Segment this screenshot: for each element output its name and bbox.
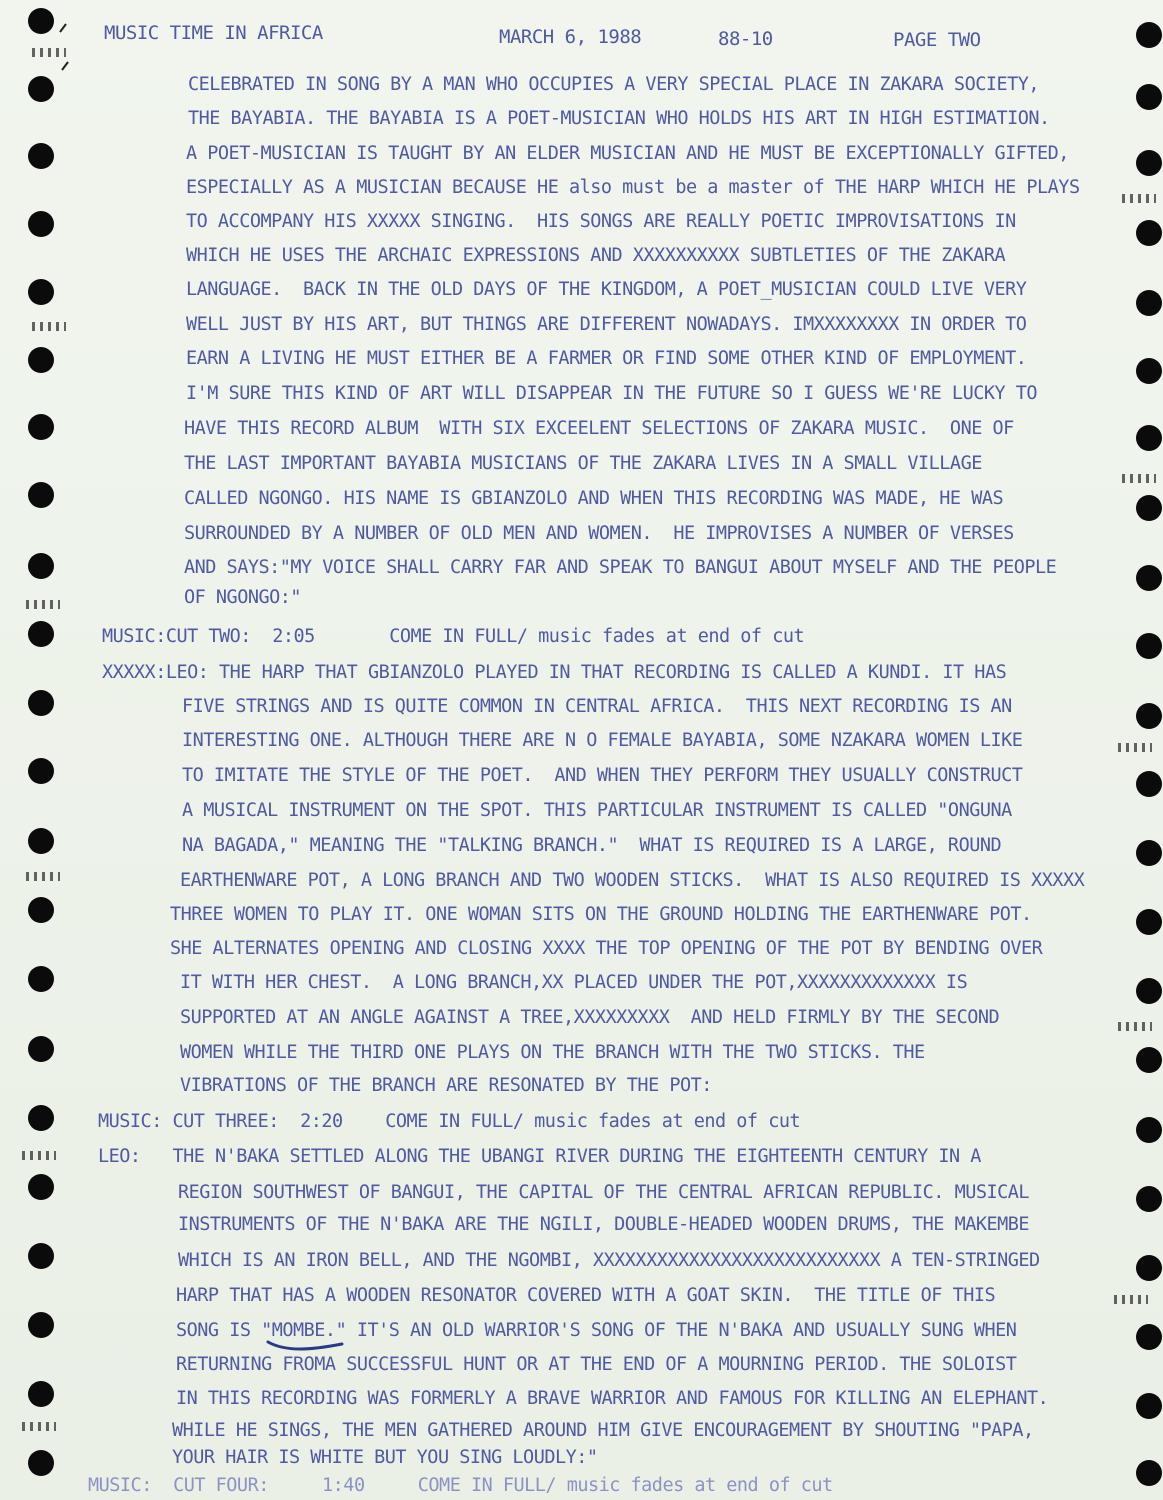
feed-hole xyxy=(28,621,54,647)
cue-line: MUSIC:CUT TWO: 2:05 COME IN FULL/ music fades at end of cut xyxy=(102,626,805,647)
header-number: 88-10 xyxy=(718,28,773,50)
feed-hole xyxy=(1136,220,1162,246)
feed-hole xyxy=(28,1450,54,1476)
feed-hole xyxy=(28,143,54,169)
feed-hole xyxy=(28,1312,54,1338)
feed-hole xyxy=(1136,703,1162,729)
body-line: ESPECIALLY AS A MUSICIAN BECAUSE HE also must be a master of THE HARP WHICH HE PLAYS xyxy=(186,177,1080,198)
speaker-line: LEO: THE N'BAKA SETTLED ALONG THE UBANGI RIVER DURING THE EIGHTEENTH CENTURY IN A xyxy=(98,1146,981,1167)
pen-underline xyxy=(266,1336,346,1354)
header-program: MUSIC TIME IN AFRICA xyxy=(104,22,323,44)
body-line: EARTHENWARE POT, A LONG BRANCH AND TWO WOODEN STICKS. WHAT IS ALSO REQUIRED IS XXXXX xyxy=(180,870,1085,891)
feed-hole xyxy=(1136,909,1162,935)
perforation-mark xyxy=(1122,474,1156,483)
perforation-mark xyxy=(1118,1022,1152,1031)
feed-hole xyxy=(1136,1047,1162,1073)
feed-hole xyxy=(28,553,54,579)
feed-hole xyxy=(1136,1460,1162,1486)
body-line: FIVE STRINGS AND IS QUITE COMMON IN CENTRAL AFRICA. THIS NEXT RECORDING IS AN xyxy=(182,696,1012,717)
speaker-line: XXXXX:LEO: THE HARP THAT GBIANZOLO PLAYED IN THAT RECORDING IS CALLED A KUNDI. IT HAS xyxy=(102,662,1007,683)
body-line: IN THIS RECORDING WAS FORMERLY A BRAVE WARRIOR AND FAMOUS FOR KILLING AN ELEPHANT. xyxy=(176,1388,1049,1409)
feed-hole xyxy=(28,347,54,373)
cue-line: MUSIC: CUT FOUR: 1:40 COME IN FULL/ music fades at end of cut xyxy=(88,1475,833,1496)
perforation-mark xyxy=(22,1151,56,1160)
feed-hole xyxy=(1136,495,1162,521)
body-line: A MUSICAL INSTRUMENT ON THE SPOT. THIS PARTICULAR INSTRUMENT IS CALLED "ONGUNA xyxy=(182,800,1012,821)
body-line: LANGUAGE. BACK IN THE OLD DAYS OF THE KINGDOM, A POET_MUSICIAN COULD LIVE VERY xyxy=(186,279,1027,300)
body-line: I'M SURE THIS KIND OF ART WILL DISAPPEAR IN THE FUTURE SO I GUESS WE'RE LUCKY TO xyxy=(186,383,1038,404)
feed-hole xyxy=(1136,84,1162,110)
perforation-mark xyxy=(26,872,60,881)
perforation-mark xyxy=(1118,743,1152,752)
perforation-mark xyxy=(1122,194,1156,203)
feed-hole xyxy=(28,897,54,923)
feed-hole xyxy=(28,966,54,992)
body-line: REGION SOUTHWEST OF BANGUI, THE CAPITAL OF THE CENTRAL AFRICAN REPUBLIC. MUSICAL xyxy=(178,1182,1030,1203)
pen-tick-mark xyxy=(56,22,76,74)
feed-hole xyxy=(1136,840,1162,866)
feed-hole xyxy=(28,1174,54,1200)
header-page: PAGE TWO xyxy=(893,29,981,51)
body-line: INTERESTING ONE. ALTHOUGH THERE ARE N O FEMALE BAYABIA, SOME NZAKARA WOMEN LIKE xyxy=(182,730,1023,751)
feed-hole xyxy=(1136,358,1162,384)
feed-hole xyxy=(28,414,54,440)
body-line: THREE WOMEN TO PLAY IT. ONE WOMAN SITS ON THE GROUND HOLDING THE EARTHENWARE POT. xyxy=(170,904,1032,925)
body-line: HARP THAT HAS A WOODEN RESONATOR COVERED WITH A GOAT SKIN. THE TITLE OF THIS xyxy=(176,1285,996,1306)
cue-line: MUSIC: CUT THREE: 2:20 COME IN FULL/ music fades at end of cut xyxy=(98,1111,801,1132)
body-line: YOUR HAIR IS WHITE BUT YOU SING LOUDLY:" xyxy=(172,1447,598,1468)
body-line: SHE ALTERNATES OPENING AND CLOSING XXXX THE TOP OPENING OF THE POT BY BENDING OVER xyxy=(170,938,1043,959)
body-line: AND SAYS:"MY VOICE SHALL CARRY FAR AND SPEAK TO BANGUI ABOUT MYSELF AND THE PEOPLE xyxy=(184,557,1057,578)
feed-hole xyxy=(28,1381,54,1407)
body-line: WHICH IS AN IRON BELL, AND THE NGOMBI, XXXXXXXXXXXXXXXXXXXXXXXXXXX A TEN-STRINGED xyxy=(178,1250,1040,1271)
feed-hole xyxy=(28,758,54,784)
header-date: MARCH 6, 1988 xyxy=(499,26,642,48)
feed-hole xyxy=(1136,150,1162,176)
body-line: IT WITH HER CHEST. A LONG BRANCH,XX PLACED UNDER THE POT,XXXXXXXXXXXXX IS xyxy=(180,972,968,993)
body-line: TO ACCOMPANY HIS XXXXX SINGING. HIS SONGS ARE REALLY POETIC IMPROVISATIONS IN xyxy=(186,211,1016,232)
feed-hole xyxy=(1136,1393,1162,1419)
body-line: RETURNING FROMA SUCCESSFUL HUNT OR AT THE END OF A MOURNING PERIOD. THE SOLOIST xyxy=(176,1354,1017,1375)
perforation-mark xyxy=(22,1422,56,1431)
feed-hole xyxy=(28,828,54,854)
body-line: THE LAST IMPORTANT BAYABIA MUSICIANS OF THE ZAKARA LIVES IN A SMALL VILLAGE xyxy=(184,453,982,474)
perforation-mark xyxy=(1114,1295,1148,1304)
feed-hole xyxy=(28,482,54,508)
body-line: SURROUNDED BY A NUMBER OF OLD MEN AND WOMEN. HE IMPROVISES A NUMBER OF VERSES xyxy=(184,523,1014,544)
feed-hole xyxy=(1136,22,1162,48)
body-line: WHICH HE USES THE ARCHAIC EXPRESSIONS AND XXXXXXXXXX SUBTLETIES OF THE ZAKARA xyxy=(186,245,1006,266)
body-line: NA BAGADA," MEANING THE "TALKING BRANCH." WHAT IS REQUIRED IS A LARGE, ROUND xyxy=(182,835,1002,856)
feed-hole xyxy=(1136,1186,1162,1212)
body-line: WELL JUST BY HIS ART, BUT THINGS ARE DIFFERENT NOWADAYS. IMXXXXXXXX IN ORDER TO xyxy=(186,314,1027,335)
body-line: A POET-MUSICIAN IS TAUGHT BY AN ELDER MUSICIAN AND HE MUST BE EXCEPTIONALLY GIFTED, xyxy=(186,143,1069,164)
feed-hole xyxy=(28,76,54,102)
feed-hole xyxy=(28,211,54,237)
body-line: WHILE HE SINGS, THE MEN GATHERED AROUND HIM GIVE ENCOURAGEMENT BY SHOUTING "PAPA, xyxy=(172,1420,1034,1441)
body-line: SUPPORTED AT AN ANGLE AGAINST A TREE,XXXXXXXXX AND HELD FIRMLY BY THE SECOND xyxy=(180,1007,1000,1028)
body-line: CALLED NGONGO. HIS NAME IS GBIANZOLO AND WHEN THIS RECORDING WAS MADE, HE WAS xyxy=(184,488,1004,509)
feed-hole xyxy=(1136,978,1162,1004)
feed-hole xyxy=(28,1243,54,1269)
body-line: CELEBRATED IN SONG BY A MAN WHO OCCUPIES A VERY SPECIAL PLACE IN ZAKARA SOCIETY, xyxy=(188,74,1040,95)
feed-hole xyxy=(28,1105,54,1131)
feed-hole xyxy=(1136,1324,1162,1350)
body-line: SONG IS "MOMBE." IT'S AN OLD WARRIOR'S SONG OF THE N'BAKA AND USUALLY SUNG WHEN xyxy=(176,1320,1017,1341)
body-line: VIBRATIONS OF THE BRANCH ARE RESONATED BY THE POT: xyxy=(180,1075,712,1096)
body-line: THE BAYABIA. THE BAYABIA IS A POET-MUSICIAN WHO HOLDS HIS ART IN HIGH ESTIMATION. xyxy=(188,108,1050,129)
perforation-mark xyxy=(26,600,60,609)
feed-hole xyxy=(1136,1117,1162,1143)
feed-hole xyxy=(1136,290,1162,316)
feed-hole xyxy=(28,279,54,305)
feed-hole xyxy=(1136,1255,1162,1281)
feed-hole xyxy=(1136,633,1162,659)
body-line: HAVE THIS RECORD ALBUM WITH SIX EXCEELENT SELECTIONS OF ZAKARA MUSIC. ONE OF xyxy=(184,418,1014,439)
feed-hole xyxy=(1136,425,1162,451)
body-line: WOMEN WHILE THE THIRD ONE PLAYS ON THE BRANCH WITH THE TWO STICKS. THE xyxy=(180,1042,925,1063)
body-line: INSTRUMENTS OF THE N'BAKA ARE THE NGILI, DOUBLE-HEADED WOODEN DRUMS, THE MAKEMBE xyxy=(178,1214,1030,1235)
feed-hole xyxy=(1136,565,1162,591)
feed-hole xyxy=(28,1036,54,1062)
feed-hole xyxy=(1136,771,1162,797)
body-line: EARN A LIVING HE MUST EITHER BE A FARMER OR FIND SOME OTHER KIND OF EMPLOYMENT. xyxy=(186,348,1027,369)
feed-hole xyxy=(28,690,54,716)
perforation-mark xyxy=(32,322,66,331)
feed-hole xyxy=(28,8,54,34)
body-line: TO IMITATE THE STYLE OF THE POET. AND WHEN THEY PERFORM THEY USUALLY CONSTRUCT xyxy=(182,765,1023,786)
body-line: OF NGONGO:" xyxy=(184,587,302,608)
